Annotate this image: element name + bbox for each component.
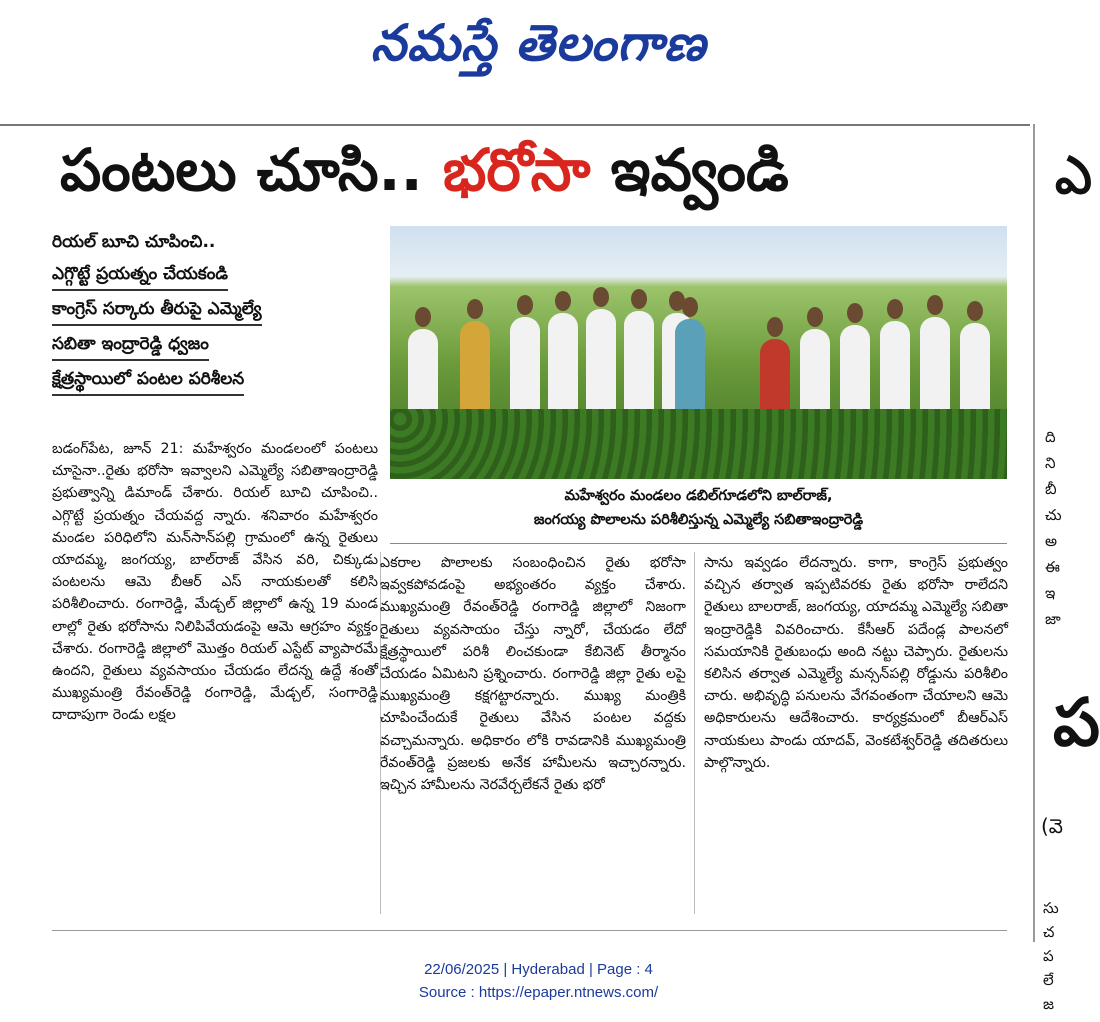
masthead xyxy=(0,8,1077,78)
headline xyxy=(60,130,1020,210)
headline-part3: ఇవ్వండి xyxy=(610,136,789,204)
top-divider xyxy=(0,124,1030,126)
bottom-divider xyxy=(52,930,1007,931)
column-1-text: బడంగ్‌పేట, జూన్ 21: మహేశ్వరం మండలంలో పంటలు చూసైనా..రైతు భరోసా ఇవ్వాలని ఎమ్మెల్యే సబితాఇంద్రారెడ్డి ప్రభుత్వాన్ని డిమాండ్ చేశారు. రియల్ బూచి చూపించి.. ఎగ్గొట్టే ప్రయత్నం చేయవద్ద న్నారు. శనివారం మహేశ్వరం మండల పరిధిలోని మన్‌సాన్‌పల్లి గ్రామంలో ఉన్న రైతులు యాదమ్మ, జంగయ్య, బాల్‌రాజ్ వేసిన వరి, చిక్కుడు పంటలను ఆమె బీఆర్ ఎస్ నాయకులతో కలిసి పరిశీలించారు. రంగారెడ్డి, మేడ్చల్ జిల్లాలో ఉన్న 19 మండ లాల్లో రైతు భరోసాను నిలిపివేయడంపై ఆమె ఆగ్రహం వ్యక్తం చేశారు. రంగారెడ్డి జిల్లాలో మొత్తం రియల్ ఎస్టేట్ వ్యాపారమే ఉందని, రైతులు వ్యవసాయం చేయడం లేదన్న ఉద్దే శంతో ముఖ్యమంత్రి రేవంత్‌రెడ్డి రంగారెడ్డి, మేడ్చల్, సంగారెడ్డి దాదాపుగా రెండు లక్షల xyxy=(52,441,378,724)
subhead-1: రియల్ బూచి చూపించి.. xyxy=(52,232,216,252)
footer-date-edition: 22/06/2025 | Hyderabad | Page : 4 xyxy=(424,961,653,978)
caption-divider xyxy=(390,543,1007,544)
article-column-1 xyxy=(52,438,378,727)
caption-line-2: జంగయ్య పొలాలను పరిశీలిస్తున్న ఎమ్మెల్యే సబితాఇంద్రారెడ్డి xyxy=(533,512,864,528)
adjacent-headline-fragment-2: ప xyxy=(1053,684,1100,761)
column-2-text: ఎకరాల పొలాలకు సంబంధించిన రైతు భరోసా ఇవ్వకపోవడంపై అభ్యంతరం వ్యక్తం చేశారు. ముఖ్యమంత్రి రేవంత్‌రెడ్డి రంగారెడ్డి జిల్లాలో నిజంగా రైతులు వ్యవసాయం చేస్తు న్నారో, చేయడం లేదో క్షేత్రస్థాయిలో పరిశీ లించకుండా కేబినెట్ తీర్మానం చేయడం ఏమిటని ప్రశ్నించారు. రంగారెడ్డి జిల్లా రైతు లపై ముఖ్యమంత్రి కక్షగట్టారన్నారు. ముఖ్య మంత్రికి చూపించేందుకే రైతులు వేసిన పంటల వద్దకు వచ్చామన్నారు. అధికారం లోకి రావడానికి ముఖ్యమంత్రి రేవంత్‌రెడ్డి ప్రజలకు అనేక హామీలను ఇచ్చారన్నారు. ఇచ్చిన హామీలను నెరవేర్చలేకనే రైతు భరో xyxy=(380,555,686,794)
adjacent-text-fragment: ది ని బీ చు అ ఈ ఇ జా xyxy=(1045,428,1062,628)
adjacent-byline-fragment: (వె xyxy=(1041,814,1064,838)
adjacent-text-fragment-2: సు చ ప లే జ xyxy=(1043,899,1059,1013)
subhead-2: ఎగ్గొట్టే ప్రయత్నం చేయకండి xyxy=(52,259,228,291)
footer-source-link[interactable]: Source : https://epaper.ntnews.com/ xyxy=(418,984,659,1001)
newspaper-title: నమస్తే తెలంగాణ xyxy=(370,14,707,72)
subheads xyxy=(52,225,382,399)
page-footer xyxy=(0,958,1077,1004)
caption-line-1: మహేశ్వరం మండలం డబిల్‌గూడలోని బాల్‌రాజ్, xyxy=(564,488,833,504)
adjacent-headline-fragment: ఎ xyxy=(1055,146,1092,206)
subhead-4: సబితా ఇంద్రారెడ్డి ధ్వజం xyxy=(52,329,209,361)
news-photo xyxy=(390,226,1007,479)
photo-caption xyxy=(390,484,1007,532)
column-3-text: సాను ఇవ్వడం లేదన్నారు. కాగా, కాంగ్రెస్ ప్రభుత్వం వచ్చిన తర్వాత ఇప్పటివరకు రైతు భరోసా రాలేదని రైతులు బాలరాజ్, జంగయ్య, యాదమ్మ ఎమ్మెల్యే సబితా ఇంద్రారెడ్డికి వివరించారు. కేసీఆర్ పదేండ్ల పాలనలో సమయానికి రైతుబంధు అంది నట్టు చెప్పారు. రైతులను కలిసిన తర్వాత ఎమ్మెల్యే మన్సన్‌పల్లి రోడ్డును పరిశీలిం చారు. అభివృద్ధి పనులను వేగవంతంగా చేయాలని ఆమె అధికారులను ఆదేశించారు. కార్యక్రమంలో బీఆర్‌ఎస్ నాయకులు పాండు యాదవ్, వెంకటేశ్వర్‌రెడ్డి తదితరులు పాల్గొన్నారు. xyxy=(704,555,1008,771)
crop-plants xyxy=(390,409,1007,479)
headline-part1: పంటలు చూసి.. xyxy=(60,136,423,204)
column-divider xyxy=(694,552,695,914)
headline-part2: భరోసా xyxy=(442,136,591,204)
subhead-3: కాంగ్రెస్ సర్కారు తీరుపై ఎమ్మెల్యే xyxy=(52,294,262,326)
subhead-5: క్షేత్రస్థాయిలో పంటల పరిశీలన xyxy=(52,364,244,396)
adjacent-article-strip xyxy=(1033,124,1100,1013)
article-column-3 xyxy=(704,552,1008,774)
article-column-2 xyxy=(380,552,686,796)
